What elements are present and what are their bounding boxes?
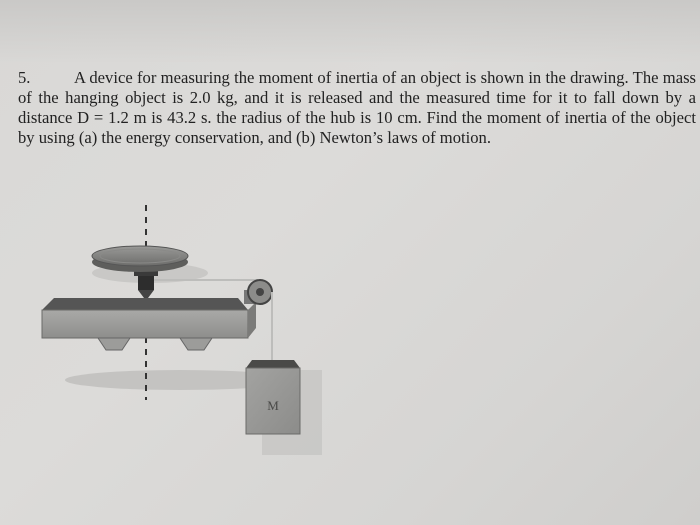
table-side	[248, 302, 256, 338]
problem-paragraph	[18, 68, 696, 148]
table-front	[42, 310, 248, 338]
block-label: M	[267, 398, 279, 413]
moment-of-inertia-apparatus-figure	[30, 200, 330, 500]
problem-statement	[18, 68, 696, 148]
table-top-surface	[42, 298, 248, 310]
hub	[138, 276, 154, 290]
pulley-axle	[256, 288, 264, 296]
bleed-through-text	[0, 0, 700, 62]
table-bracket-left	[98, 338, 130, 350]
hub-tip	[138, 290, 154, 298]
table-bracket-right	[180, 338, 212, 350]
problem-number: 5.	[18, 68, 31, 87]
apparatus-drawing	[30, 200, 330, 500]
block-top	[246, 360, 300, 368]
problem-text: A device for measuring the moment of inertia of an object is shown in the drawing. The mass of the hanging object is 2.0 kg, and it is released and the measured time for it to fall down by a distance D = 1.2 m is 43.2 s. the radius of the hub is 10 cm. Find the moment of inertia of the object by using (a) the energy conservation, and (b) Newton’s laws of motion.	[18, 68, 696, 147]
